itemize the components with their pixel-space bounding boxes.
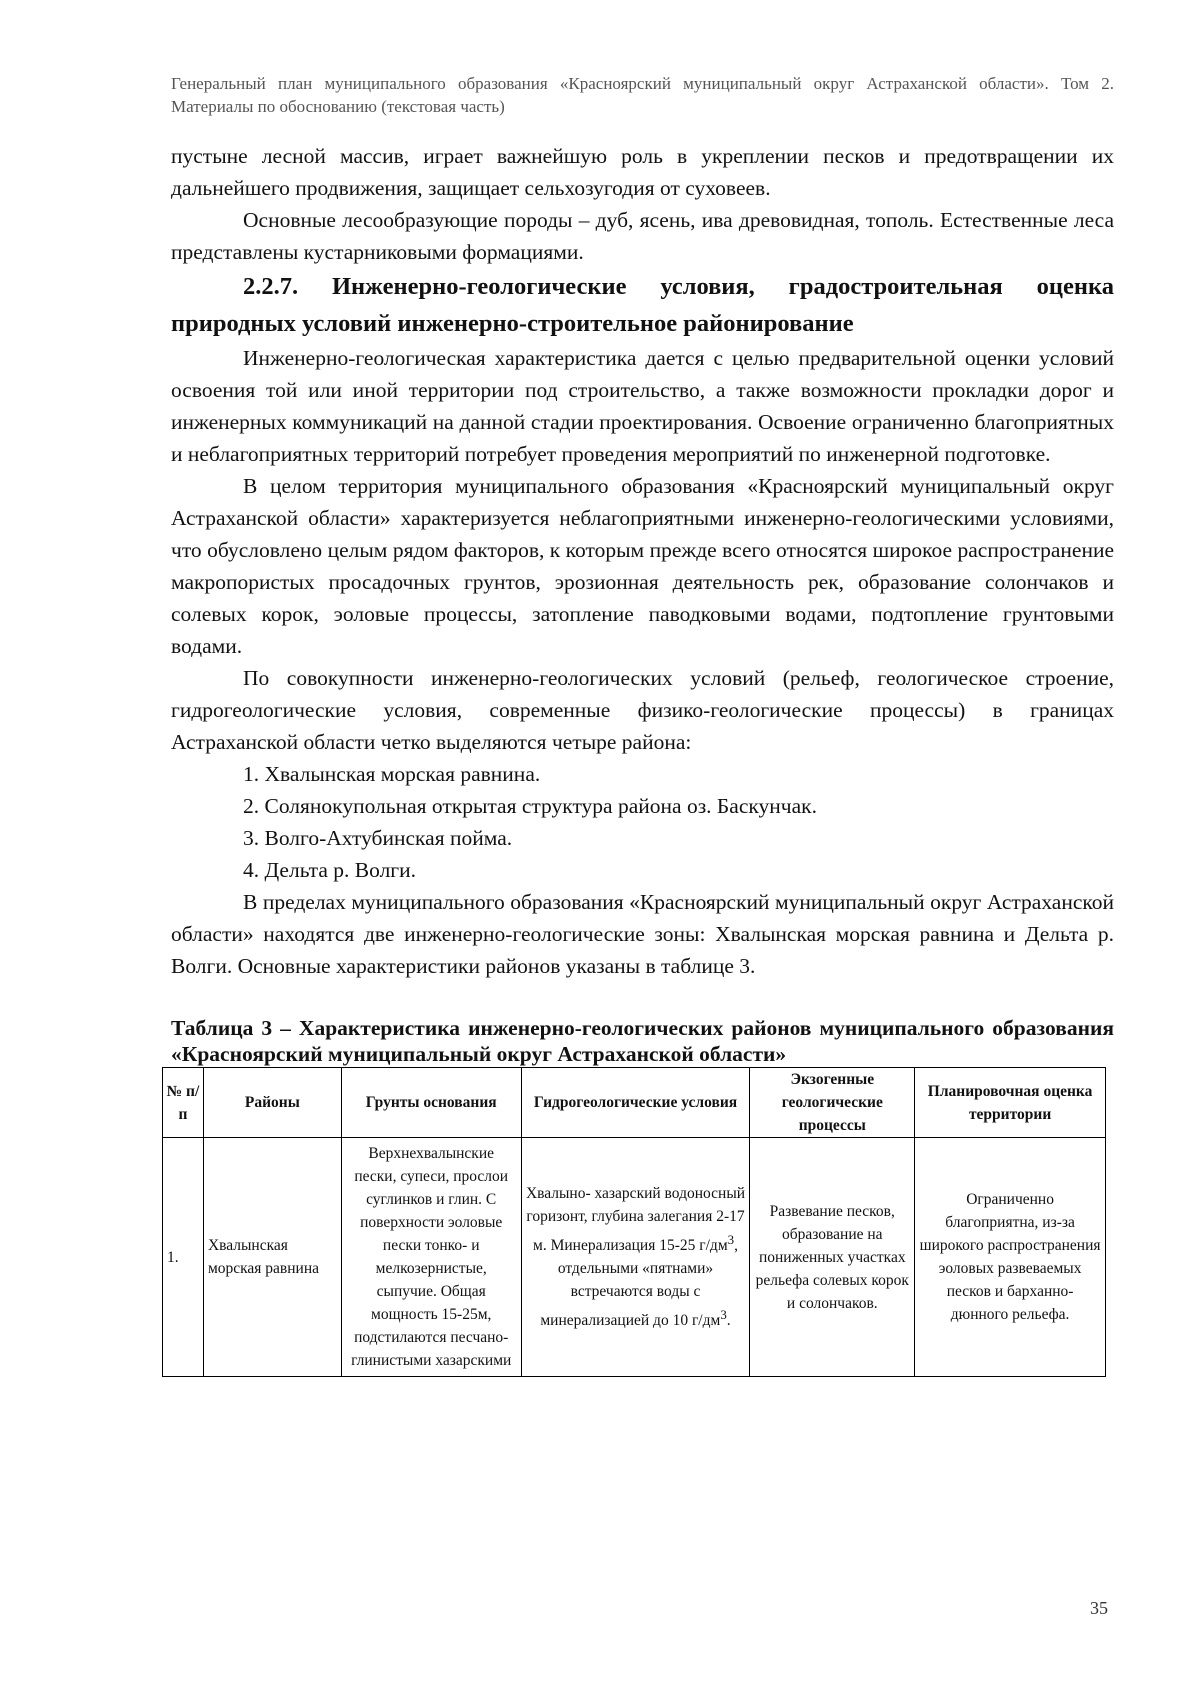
paragraph: пустыне лесной массив, играет важнейшую роль в укреплении песков и предотвращении их дальнейшего продвижения, защищает сельхозугодия от суховеев.	[171, 144, 1114, 200]
list-item: 4. Дельта р. Волги.	[243, 858, 416, 882]
superscript: 3	[720, 1307, 727, 1322]
paragraph: По совокупности инженерно-геологических условий (рельеф, геологическое строение, гидрогеологические условия, современные физико-геологические процессы) в границах Астраханской области четко выделяются четыре района:	[171, 666, 1114, 754]
header-cell-hydro: Гидрогеологические условия	[521, 1068, 750, 1138]
superscript: 3	[727, 1231, 735, 1247]
paragraph: В целом территория муниципального образования «Красноярский муниципальный округ Астраханской области» характеризуется неблагоприятными инженерно-геологическими условиями, что обусловлено целым рядом факторов, к которым прежде всего относятся широкое распространение макропористых просадочных грунтов, эрозионная деятельность рек, образование солончаков и солевых корок, эоловые процессы, затопление паводковыми водами, подтопление грунтовыми водами.	[171, 474, 1114, 658]
characteristics-table	[162, 1067, 1106, 1377]
cell-number: 1.	[163, 1138, 204, 1377]
hydro-text: Хвалыно- хазарский водоносный горизонт, глубина залегания 2-17 м. Минерализация 15-25 г/дм	[525, 1184, 746, 1254]
header-cell-soils: Грунты основания	[341, 1068, 521, 1138]
cell-assessment: Ограниченно благоприятна, из-за широкого распространения эоловых развеваемых песков и барханно-дюнного рельефа.	[915, 1138, 1106, 1377]
cell-exogenous: Развевание песков, образование на пониженных участках рельефа солевых корок и солончаков.	[750, 1138, 915, 1377]
cell-hydro	[521, 1138, 750, 1377]
spacer	[171, 982, 1114, 1015]
list-item: 2. Солянокупольная открытая структура района оз. Баскунчак.	[243, 794, 817, 818]
section-heading: 2.2.7. Инженерно-геологические условия, градостроительная оценка природных условий инженерно-строительное районирование	[171, 273, 1114, 337]
body-text	[166, 140, 1114, 1377]
paragraph: В пределах муниципального образования «Красноярский муниципальный округ Астраханской области» находятся две инженерно-геологические зоны: Хвалынская морская равнина и Дельта р. Волги. Основные характеристики районов указаны в таблице 3.	[171, 890, 1114, 978]
table-caption: Таблица 3 – Характеристика инженерно-геологических районов муниципального образования «Красноярский муниципальный округ Астраханской области»	[171, 1016, 1114, 1066]
paragraph: Основные лесообразующие породы – дуб, ясень, ива древовидная, тополь. Естественные леса представлены кустарниковыми формациями.	[171, 208, 1114, 264]
header-cell-number: № п/п	[163, 1068, 204, 1138]
header-cell-district: Районы	[203, 1068, 341, 1138]
page-number: 35	[1090, 1598, 1108, 1618]
list-item: 1. Хвалынская морская равнина.	[243, 762, 541, 786]
hydro-text: , отдельными «пятнами» встречаются воды с минерализацией до 10 г/дм	[540, 1237, 738, 1330]
cell-district: Хвалынская морская равнина	[203, 1138, 341, 1377]
cell-soils: Верхнехвалынские пески, супеси, прослои суглинков и глин. С поверхности эоловые пески тонко- и мелкозернистые, сыпучие. Общая мощность 15-25м, подстилаются песчано-глинистыми хазарскими	[341, 1138, 521, 1377]
table-header-row	[163, 1068, 1106, 1138]
header-cell-exogenous: Экзогенные геологические процессы	[750, 1068, 915, 1138]
table-row	[163, 1138, 1106, 1377]
list-item: 3. Волго-Ахтубинская пойма.	[243, 826, 513, 850]
running-header: Генеральный план муниципального образования «Красноярский муниципальный округ Астраханской области». Том 2. Материалы по обоснованию (текстовая часть)	[171, 74, 1114, 116]
paragraph: Инженерно-геологическая характеристика дается с целью предварительной оценки условий освоения той или иной территории под строительство, а также возможности прокладки дорог и инженерных коммуникаций на данной стадии проектирования. Освоение ограниченно благоприятных и неблагоприятных территорий потребует проведения мероприятий по инженерной подготовке.	[171, 346, 1114, 466]
hydro-text: .	[726, 1312, 731, 1330]
header-cell-assessment: Планировочная оценка территории	[915, 1068, 1106, 1138]
